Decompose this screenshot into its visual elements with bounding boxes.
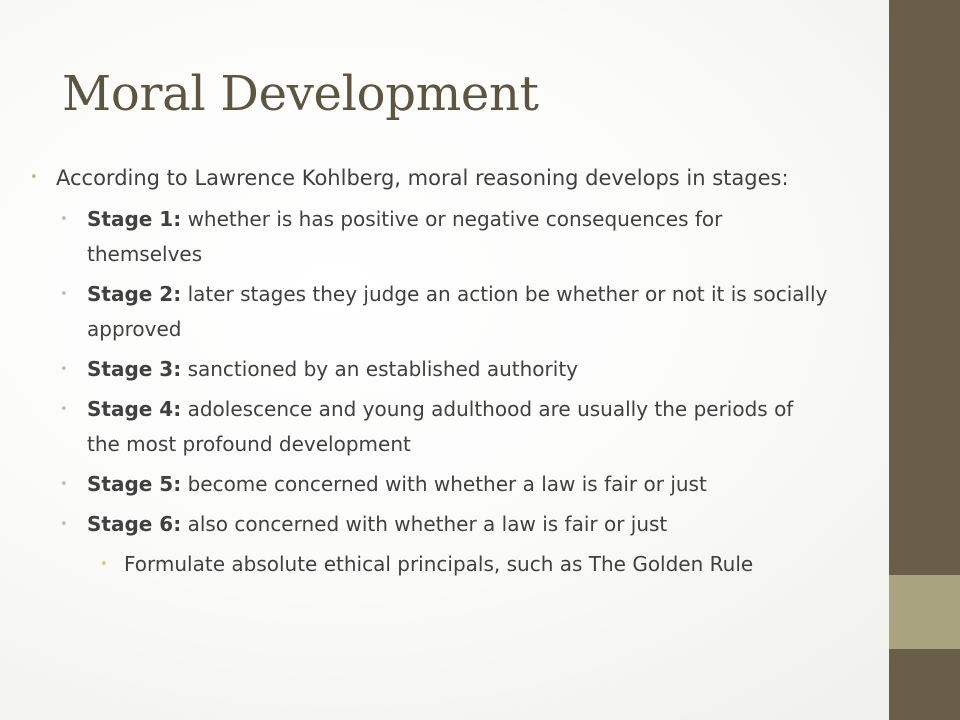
bullet-icon: • (60, 402, 68, 417)
stage-label: Stage 5: (87, 472, 182, 496)
stage-label: Stage 3: (87, 357, 182, 381)
stage-label: Stage 4: (87, 397, 182, 421)
sub-point-text: Formulate absolute ethical principals, such as The Golden Rule (124, 552, 754, 576)
sidebar-accent-block (889, 575, 960, 649)
intro-text: According to Lawrence Kohlberg, moral reasoning develops in stages: (56, 166, 789, 190)
stage-text: also concerned with whether a law is fair or just (187, 512, 668, 536)
stage-item-1 (0, 202, 832, 272)
bullet-icon: • (60, 517, 68, 532)
stage-label: Stage 1: (87, 207, 182, 231)
sub-point-bullet (0, 547, 834, 582)
stage-item-5 (0, 467, 832, 502)
slide-title: Moral Development (62, 66, 539, 122)
bullet-icon: • (30, 170, 38, 185)
stage-text: later stages they judge an action be whether or not it is socially approved (87, 282, 828, 341)
stage-item-2 (0, 277, 832, 347)
intro-bullet (0, 160, 816, 196)
bullet-icon: • (100, 557, 108, 572)
bullet-icon: • (60, 212, 68, 227)
bullet-icon: • (60, 287, 68, 302)
stage-label: Stage 2: (87, 282, 182, 306)
stage-text: sanctioned by an established authority (187, 357, 578, 381)
stage-label: Stage 6: (87, 512, 182, 536)
bullet-icon: • (60, 362, 68, 377)
bullet-icon: • (60, 477, 68, 492)
stage-item-6 (0, 507, 832, 542)
bullet-list (0, 160, 889, 582)
stage-text: whether is has positive or negative consequences for themselves (87, 207, 723, 266)
stage-text: adolescence and young adulthood are usually the periods of the most profound development (87, 397, 794, 456)
stage-text: become concerned with whether a law is fair or just (187, 472, 707, 496)
stage-item-4 (0, 392, 832, 462)
stage-item-3 (0, 352, 832, 387)
